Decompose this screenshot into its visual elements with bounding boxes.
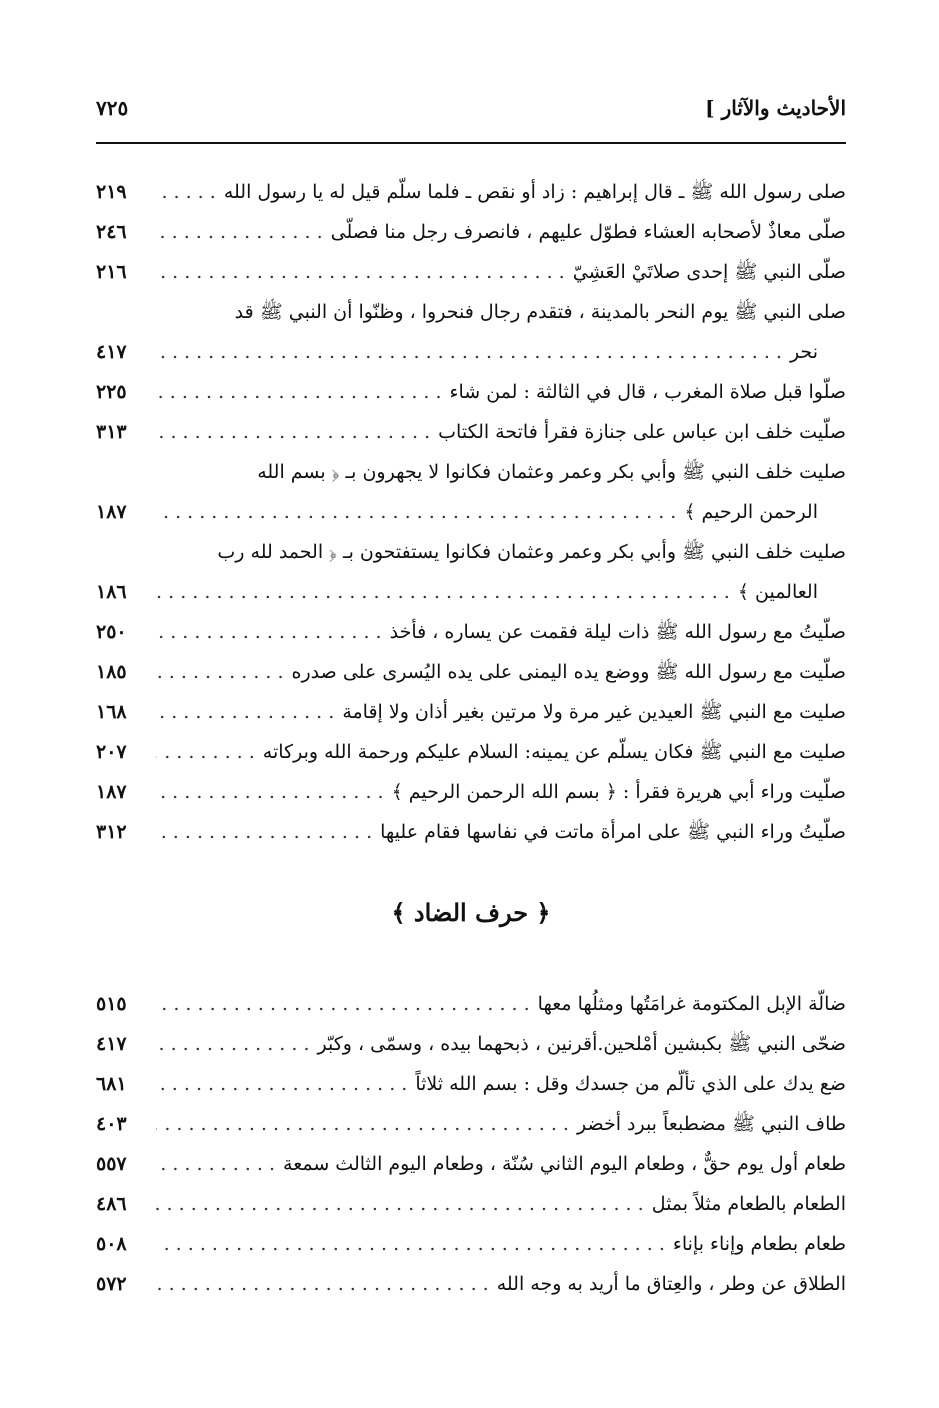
index-entry — [96, 252, 846, 292]
entry-page: ١٨٥ — [96, 661, 127, 683]
entry-page: ٣١٣ — [96, 421, 127, 443]
header-rule — [96, 142, 846, 144]
index-entry — [96, 332, 846, 372]
dot-leader — [156, 1024, 310, 1064]
dot-leader — [156, 1104, 569, 1144]
dot-leader — [156, 252, 565, 292]
entry-page: ٢٠٧ — [96, 741, 127, 763]
entry-text: طعام أول يوم حقٌّ ، وطعام اليوم الثاني سُنّة ، وطعام اليوم الثالث سمعة — [283, 1153, 846, 1175]
index-entry — [96, 732, 846, 772]
dot-leader — [156, 1224, 665, 1264]
dot-leader — [156, 172, 216, 212]
entry-text: طعام بطعام وإناء بإناء — [672, 1233, 846, 1255]
entry-text: الرحمن الرحيم ﴾ — [684, 501, 818, 523]
entry-page: ١٨٦ — [96, 581, 127, 603]
entry-text-first-line: صلى النبي ﷺ يوم النحر بالمدينة ، فتقدم رجال فنحروا ، وظنّوا أن النبي ﷺ قد — [234, 301, 846, 323]
entry-page: ٤٠٣ — [96, 1113, 127, 1135]
page-header — [96, 96, 846, 120]
entry-text-first-line: صليت خلف النبي ﷺ وأبي بكر وعمر وعثمان فكانوا يستفتحون بـ ﴿ الحمد لله رب — [217, 541, 846, 563]
entry-page: ٥٥٧ — [96, 1153, 127, 1175]
section-heading-dad: ﴿ حرف الضاد ﴾ — [391, 898, 551, 927]
entry-page: ٤٨٦ — [96, 1193, 127, 1215]
entry-page: ٢٢٥ — [96, 381, 127, 403]
dot-leader — [156, 1064, 407, 1104]
entry-text-first-line: صليت خلف النبي ﷺ وأبي بكر وعمر وعثمان فكانوا لا يجهرون بـ ﴿ بسم الله — [257, 461, 846, 483]
dot-leader — [156, 652, 284, 692]
entry-text: صلّى النبي ﷺ إحدى صلاتَيْ العَشِيّ — [572, 261, 846, 283]
index-entry — [96, 412, 846, 452]
index-entry — [96, 172, 846, 212]
index-entry-line1 — [96, 532, 846, 572]
index-entry-line1 — [96, 292, 846, 332]
index-entry — [96, 372, 846, 412]
index-entry — [96, 772, 846, 812]
index-entry — [96, 652, 846, 692]
dot-leader — [156, 572, 730, 612]
index-entry — [96, 984, 846, 1024]
index-entry — [96, 812, 846, 852]
dot-leader — [156, 812, 372, 852]
entry-text: صلّيتُ مع رسول الله ﷺ ذات ليلة فقمت عن يساره ، فأخذ — [389, 621, 846, 643]
entry-page: ٥٧٢ — [96, 1273, 127, 1295]
entry-page: ١٦٨ — [96, 701, 127, 723]
index-entry — [96, 612, 846, 652]
index-entry — [96, 1184, 846, 1224]
entry-page: ٥١٥ — [96, 993, 127, 1015]
entry-text: صلّيتُ وراء النبي ﷺ على امرأة ماتت في نفاسها فقام عليها — [380, 821, 846, 843]
entry-page: ١٨٧ — [96, 501, 127, 523]
index-entry — [96, 572, 846, 612]
dot-leader — [156, 372, 442, 412]
dot-leader — [156, 1264, 489, 1304]
dot-leader — [156, 492, 676, 532]
dot-leader — [156, 612, 382, 652]
entry-page: ٥٠٨ — [96, 1233, 127, 1255]
dot-leader — [156, 1144, 275, 1184]
index-entry — [96, 1224, 846, 1264]
entry-page: ٣١٢ — [96, 821, 127, 843]
entry-text: ضالّة الإبل المكتومة غرامَتُها ومثلُها معها — [537, 993, 846, 1015]
entry-text: العالمين ﴾ — [737, 581, 818, 603]
entry-text: صلّيت وراء أبي هريرة فقرأ : ﴿ بسم الله الرحمن الرحيم ﴾ — [391, 781, 846, 803]
entry-text: صلّيت مع رسول الله ﷺ ووضع يده اليمنى على يده اليُسرى على صدره — [291, 661, 846, 683]
entry-page: ٤١٧ — [96, 1033, 127, 1055]
entry-text: صلى رسول الله ﷺ ـ قال إبراهيم : زاد أو نقص ـ فلما سلّم قيل له يا رسول الله — [223, 181, 846, 203]
entry-text: ضحّى النبي ﷺ بكبشين أمْلحين.أقرنين ، ذبحهما بيده ، وسمّى ، وكبّر — [317, 1033, 846, 1055]
entry-text: نحر — [789, 341, 818, 363]
index-list-dad — [96, 984, 846, 1304]
index-entry — [96, 1064, 846, 1104]
running-title: الأحاديث والآثار ] — [705, 96, 846, 120]
index-entry — [96, 1264, 846, 1304]
index-entry — [96, 1144, 846, 1184]
entry-text: الطلاق عن وطر ، والعِتاق ما أريد به وجه الله — [496, 1273, 846, 1295]
index-entry — [96, 692, 846, 732]
entry-text: طاف النبي ﷺ مضطبعاً ببرد أخضر — [576, 1113, 846, 1135]
entry-text: صلّى معاذٌ لأصحابه العشاء فطوّل عليهم ، فانصرف رجل منا فصلّى — [330, 221, 846, 243]
dot-leader — [156, 412, 430, 452]
entry-text: صلّوا قبل صلاة المغرب ، قال في الثالثة : لمن شاء — [449, 381, 846, 403]
index-entry — [96, 212, 846, 252]
entry-page: ٢١٦ — [96, 261, 127, 283]
index-list-sad — [96, 172, 846, 852]
index-entry-line1 — [96, 452, 846, 492]
entry-text: صليت مع النبي ﷺ فكان يسلّم عن يمينه: السلام عليكم ورحمة الله وبركاته — [262, 741, 846, 763]
entry-text: صلّيت خلف ابن عباس على جنازة فقرأ فاتحة الكتاب — [438, 421, 846, 443]
entry-page: ٤١٧ — [96, 341, 127, 363]
dot-leader — [156, 772, 384, 812]
index-entry — [96, 1024, 846, 1064]
dot-leader — [156, 1184, 644, 1224]
page-number: ٧٢٥ — [96, 96, 129, 120]
entry-page: ٢٤٦ — [96, 221, 127, 243]
index-entry — [96, 1104, 846, 1144]
entry-text: ضع يدك على الذي تألّم من جسدك وقل : بسم الله ثلاثاً — [415, 1073, 846, 1095]
entry-page: ٢١٩ — [96, 181, 127, 203]
dot-leader — [156, 692, 334, 732]
entry-text: الطعام بالطعام مثلاً بمثل — [651, 1193, 846, 1215]
entry-page: ١٨٧ — [96, 781, 127, 803]
dot-leader — [156, 732, 255, 772]
entry-text: صليت مع النبي ﷺ العيدين غير مرة ولا مرتين بغير أذان ولا إقامة — [342, 701, 846, 723]
entry-page: ٦٨١ — [96, 1073, 127, 1095]
dot-leader — [156, 984, 530, 1024]
dot-leader — [156, 332, 782, 372]
entry-page: ٢٥٠ — [96, 621, 127, 643]
dot-leader — [156, 212, 323, 252]
index-entry — [96, 492, 846, 532]
